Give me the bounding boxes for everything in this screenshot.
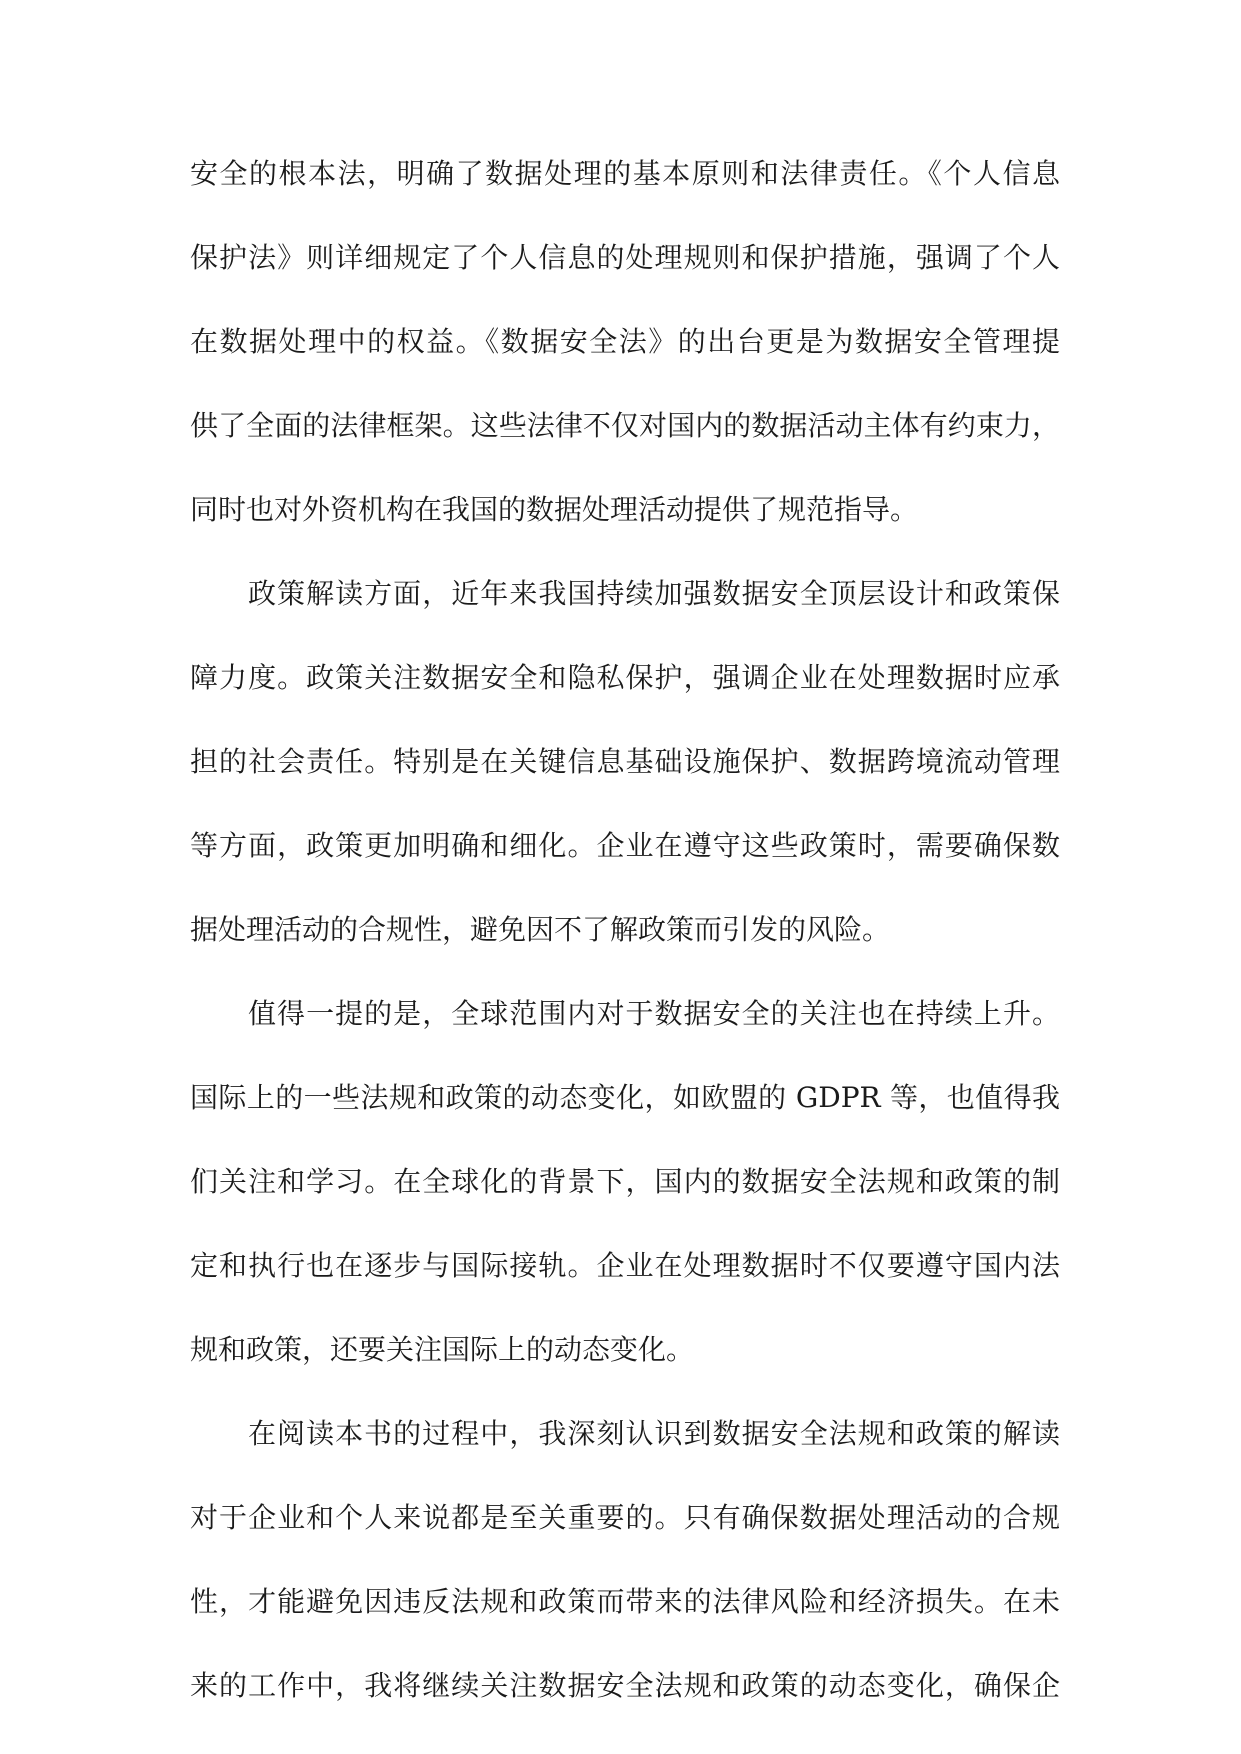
text-line: 定和执行也在逐步与国际接轨。企业在处理数据时不仅要遵守国内法 — [190, 1249, 1060, 1282]
paragraph — [190, 1404, 1060, 1740]
text-line: 据处理活动的合规性，避免因不了解政策而引发的风险。 — [190, 913, 891, 946]
text-line: 来的工作中，我将继续关注数据安全法规和政策的动态变化，确保企 — [190, 1669, 1060, 1702]
text-line: 们关注和学习。在全球化的背景下，国内的数据安全法规和政策的制 — [190, 1165, 1060, 1198]
text-line: 担的社会责任。特别是在关键信息基础设施保护、数据跨境流动管理 — [190, 745, 1060, 778]
text-line: 供了全面的法律框架。这些法律不仅对国内的数据活动主体有约束力， — [190, 409, 1060, 442]
text-line: 政策解读方面，近年来我国持续加强数据安全顶层设计和政策保 — [248, 577, 1060, 610]
text-line: 保护法》则详细规定了个人信息的处理规则和保护措施，强调了个人 — [190, 241, 1060, 274]
paragraph — [190, 144, 1060, 564]
text-line: 性，才能避免因违反法规和政策而带来的法律风险和经济损失。在未 — [190, 1585, 1060, 1618]
text-line: 规和政策，还要关注国际上的动态变化。 — [190, 1333, 695, 1366]
paragraph — [190, 984, 1060, 1404]
text-line: 同时也对外资机构在我国的数据处理活动提供了规范指导。 — [190, 493, 919, 526]
text-line: 等方面，政策更加明确和细化。企业在遵守这些政策时，需要确保数 — [190, 829, 1060, 862]
text-line: 国际上的一些法规和政策的动态变化，如欧盟的 GDPR 等，也值得我 — [190, 1081, 1060, 1114]
paragraph — [190, 564, 1060, 984]
text-line: 在阅读本书的过程中，我深刻认识到数据安全法规和政策的解读 — [248, 1417, 1060, 1450]
text-line: 安全的根本法，明确了数据处理的基本原则和法律责任。《个人信息 — [190, 157, 1060, 190]
text-line: 在数据处理中的权益。《数据安全法》的出台更是为数据安全管理提 — [190, 325, 1060, 358]
body-text — [190, 144, 1060, 1740]
text-line: 对于企业和个人来说都是至关重要的。只有确保数据处理活动的合规 — [190, 1501, 1060, 1534]
text-line: 值得一提的是，全球范围内对于数据安全的关注也在持续上升。 — [248, 997, 1060, 1030]
text-line: 障力度。政策关注数据安全和隐私保护，强调企业在处理数据时应承 — [190, 661, 1060, 694]
